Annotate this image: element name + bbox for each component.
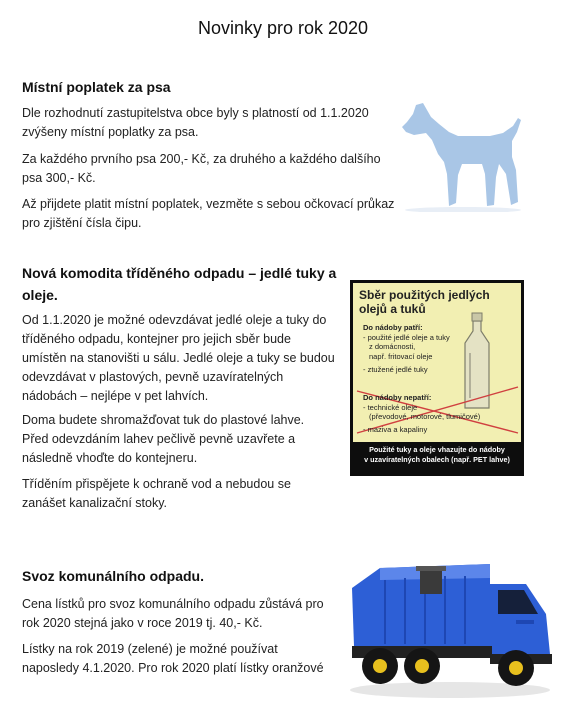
text-line: Tříděním přispějete k ochraně vod a nebudou se <box>22 477 291 491</box>
poster-line: - použité jedlé oleje a tuky <box>363 332 450 342</box>
text-line: zanášet kanalizační stoky. <box>22 496 167 510</box>
paragraph <box>22 640 324 678</box>
poster-line: - ztužené jedlé tuky <box>363 365 428 374</box>
garbage-truck-icon <box>340 558 556 700</box>
text-line: Dle rozhodnutí zastupitelstva obce byly s platností od 1.1.2020 <box>22 106 369 120</box>
section-heading-dog-fee: Místní poplatek za psa <box>22 79 171 95</box>
paragraph <box>22 104 369 142</box>
text-line: pro zjištění čísla čipu. <box>22 216 142 230</box>
poster-line: - maziva a kapaliny <box>363 424 428 434</box>
text-line: Až přijdete platit místní poplatek, vezměte s sebou očkovací průkaz <box>22 197 395 211</box>
poster-line: - technické oleje <box>363 402 418 412</box>
poster-body <box>353 283 521 442</box>
text-line: Od 1.1.2020 je možné odevzdávat jedlé oleje a tuky do <box>22 313 327 327</box>
poster-title-line: olejů a tuků <box>359 302 426 316</box>
text-line: umístěn na stanovišti u sálu. Jedlé oleje a tuky se budou <box>22 351 335 365</box>
dog-icon <box>400 102 525 212</box>
poster-line: např. fritovací oleje <box>369 351 433 361</box>
poster-forbidden-heading-text: Do nádoby nepatří: <box>363 393 432 402</box>
heading-line: oleje. <box>22 287 58 303</box>
poster-forbidden-list <box>363 393 480 434</box>
text-line: psa 300,- Kč. <box>22 171 96 185</box>
oil-collection-poster <box>350 280 524 476</box>
paragraph <box>22 595 324 633</box>
poster-title <box>359 288 519 316</box>
paragraph <box>22 311 335 406</box>
text-line: Cena lístků pro svoz komunálního odpadu zůstává pro <box>22 597 324 611</box>
text-line: Doma budete shromažďovat tuk do plastové lahve. <box>22 413 305 427</box>
text-line: naposledy 4.1.2020. Pro rok 2020 platí lístky oranžové <box>22 661 324 675</box>
poster-line: z domácnosti, <box>369 342 416 351</box>
poster-line: (převodové, motorové, tlumičové) <box>369 412 481 421</box>
paragraph <box>22 475 291 513</box>
text-line: Za každého prvního psa 200,- Kč, za druhého a každého dalšího <box>22 152 381 166</box>
text-line: odevzdávat v plastových, pevně uzavíratelných <box>22 370 284 384</box>
poster-footer-line: Použité tuky a oleje vhazujte do nádoby <box>369 445 505 454</box>
text-line: rok 2020 stejná jako v roce 2019 tj. 40,- Kč. <box>22 616 263 630</box>
section-heading-waste-collection: Svoz komunálního odpadu. <box>22 568 204 584</box>
poster-title-line: Sběr použitých jedlých <box>359 288 490 302</box>
text-line: tříděného odpadu, kontejner pro jejich sběr bude <box>22 332 291 346</box>
heading-line: Nová komodita tříděného odpadu – jedlé tuky a <box>22 265 337 281</box>
poster-allowed-heading <box>363 323 450 333</box>
paragraph <box>22 195 394 233</box>
text-line: Lístky na rok 2019 (zelené) je možné používat <box>22 642 278 656</box>
text-line: nádobách – nejlépe v pet lahvích. <box>22 389 209 403</box>
paragraph <box>22 411 304 468</box>
poster-footer <box>353 445 521 473</box>
paragraph <box>22 150 381 188</box>
poster-footer-line: v uzavíratelných obalech (např. PET lahve) <box>364 454 510 464</box>
text-line: zvýšeny místní poplatky za psa. <box>22 125 199 139</box>
text-line: následně vhoďte do kontejneru. <box>22 451 198 465</box>
poster-allowed-heading-text: Do nádoby patří: <box>363 323 423 332</box>
poster-allowed-list <box>363 323 450 375</box>
poster-forbidden-heading <box>363 393 480 403</box>
page-title: Novinky pro rok 2020 <box>197 18 369 38</box>
section-heading-cooking-oil <box>22 262 336 306</box>
text-line: Před odevzdáním lahev pečlivě pevně uzavřete a <box>22 432 296 446</box>
